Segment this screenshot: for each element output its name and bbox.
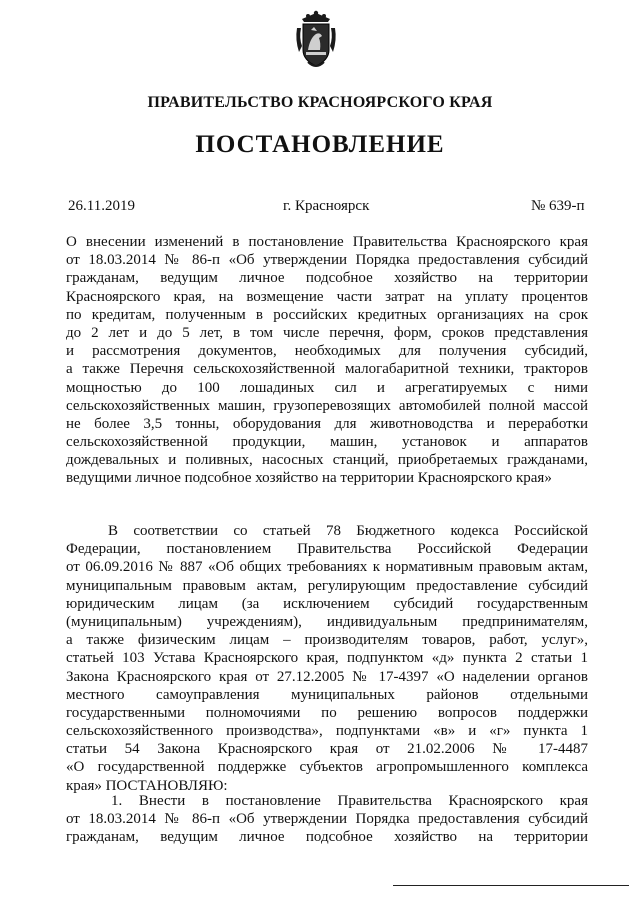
item-line: от 18.03.2014 № 86-п «Об утверждении Порядка предоставления субсидий [66,811,588,828]
subject-line: дождевальных и поливных, насосных станций, приобретаемых гражданами, [66,452,588,469]
basis-line: сельскохозяйственного производства», подпунктами «в» и «г» пункта 1 [66,723,588,740]
basis-line: статьи 54 Закона Красноярского края от 21.02.2006 № 17-4487 [66,741,588,758]
subject-line: по кредитам, полученным в российских кредитных организациях на срок [66,306,588,323]
subject-line: ведущими личное подсобное хозяйство на территории Красноярского края» [66,470,552,487]
subject-line: не более 3,5 тонны, оборудования для животноводства и переработки [66,415,588,432]
subject-line: Красноярского края, на возмещение части затрат на уплату процентов [66,288,588,305]
basis-line: муниципальным правовым актам, регулирующим предоставление субсидий [66,577,588,594]
coat-of-arms-icon [294,10,338,70]
item-line: гражданам, ведущим личное подсобное хозяйство на территории [66,829,588,846]
basis-line: от 06.09.2016 № 887 «Об общих требованиях к нормативным правовым актам, [66,559,588,576]
subject-line: до 2 лет и до 5 лет, в том числе перечня, форм, сроков представления [66,324,588,341]
basis-line: местного самоуправления муниципальных районов отдельными [66,686,588,703]
basis-line: а также физическим лицам – производителям товаров, работ, услуг», [66,632,588,649]
resolution-item-1 [66,792,588,847]
basis-line: (муниципальным) учреждениям), индивидуальным предпринимателям, [66,613,588,630]
subject-line: и рассмотрения документов, необходимых для получения субсидий, [66,343,588,360]
item-line: 1. Внести в постановление Правительства Красноярского края [111,793,588,809]
subject-line: а также Перечня сельскохозяйственной малогабаритной техники, тракторов [66,361,588,378]
subject-line: гражданам, ведущим личное подсобное хозяйство на территории [66,270,588,287]
government-name: ПРАВИТЕЛЬСТВО КРАСНОЯРСКОГО КРАЯ [147,94,493,111]
subject-line: мощностью до 100 лошадиных сил и агрегатируемых с ними [66,379,588,396]
document-subject [66,233,588,488]
basis-line: государственными полномочиями по решению вопросов поддержки [66,704,588,721]
basis-line: статьей 103 Устава Красноярского края, подпунктом «д» пункта 2 статьи 1 [66,650,588,667]
basis-line: В соответствии со статьей 78 Бюджетного кодекса Российской [108,523,588,539]
page-bottom-rule [393,885,629,886]
document-date: 26.11.2019 [68,198,135,214]
document-type-title: ПОСТАНОВЛЕНИЕ [195,131,445,158]
subject-line: О внесении изменений в постановление Правительства Красноярского края [66,234,588,250]
legal-basis-paragraph [66,522,588,795]
basis-line: Закона Красноярского края от 27.12.2005 № 17-4397 «О наделении органов [66,668,588,685]
subject-line: сельскохозяйственной продукции, машин, установок и аппаратов [66,434,588,451]
basis-line: «О государственной поддержке субъектов агропромышленного комплекса [66,759,588,776]
document-number: № 639-п [531,198,585,214]
basis-line: края» ПОСТАНОВЛЯЮ: [66,777,228,794]
subject-line: сельскохозяйственных машин, грузоперевозящих автомобилей полной массой [66,397,588,414]
document-city: г. Красноярск [283,198,370,214]
basis-line: Федерации, постановлением Правительства Российской Федерации [66,541,588,558]
subject-line: от 18.03.2014 № 86-п «Об утверждении Порядка предоставления субсидий [66,252,588,269]
basis-line: юридическим лицам (за исключением субсидий государственным [66,595,588,612]
